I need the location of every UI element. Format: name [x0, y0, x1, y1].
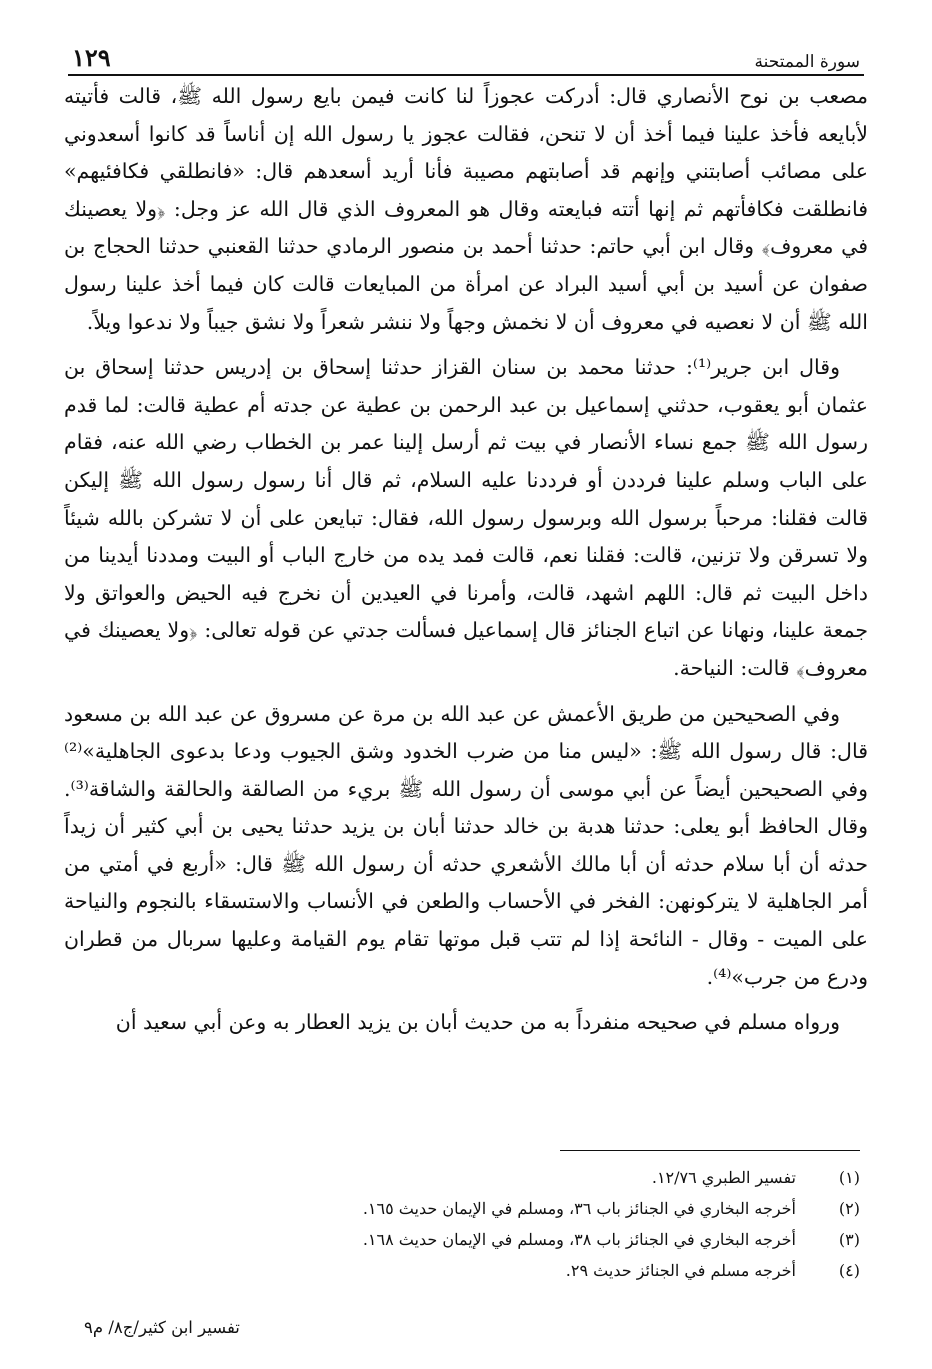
footnote-text: تفسير الطبري ١٢/٧٦.	[651, 1168, 796, 1187]
footnote-divider	[560, 1150, 860, 1151]
paragraph-2: وقال ابن جرير⁽¹⁾: حدثنا محمد بن سنان القزاز حدثنا إسحاق بن إدريس حدثنا إسحاق بن عثمان أبو يعقوب، حدثني إسماعيل بن عبد الرحمن بن عطية عن جدته أم عطية قالت: لما قدم رسول الله ﷺ جمع نساء الأنصار في بيت ثم أرسل إلينا عمر بن الخطاب رضي الله عنه، فقام على الباب وسلم علينا فرددن أو فرددنا عليه السلام، ثم قال أنا رسول رسول الله ﷺ إليكن قالت فقلنا: مرحباً برسول الله وبرسول رسول الله، فقال: تبايعن على أن لا تشركن بالله شيئاً ولا تسرقن ولا تزنين، قالت: فقلنا نعم، قالت فمد يده من خارج الباب أو البيت ومددنا أيدينا من داخل البيت ثم قال: اللهم اشهد، قالت، وأمرنا في العيدين أن نخرج فيه الحيض والعواتق ولا جمعة علينا، ونهانا عن اتباع الجنائز قال إسماعيل فسألت جدتي عن قوله تعالى: ﴿ولا يعصينك في معروف﴾ قالت: النياحة.	[64, 355, 868, 680]
surah-title: سورة الممتحنة	[754, 52, 860, 72]
footnote-text: أخرجه البخاري في الجنائز باب ٣٨، ومسلم في الإيمان حديث ١٦٨.	[362, 1230, 796, 1249]
main-text	[64, 78, 868, 1050]
footnote-number: (١)	[838, 1168, 860, 1187]
footnote-number: (٣)	[838, 1230, 860, 1249]
header-divider	[68, 74, 864, 76]
footnote-number: (٤)	[838, 1261, 860, 1280]
signature-mark: تفسير ابن كثير/ج٨/ م٩	[84, 1318, 240, 1337]
paragraph-4: ورواه مسلم في صحيحه منفرداً به من حديث أبان بن يزيد العطار به وعن أبي سعيد أن	[115, 1010, 840, 1035]
footnote-3	[72, 1224, 860, 1255]
footnotes	[72, 1162, 860, 1286]
footnote-text: أخرجه مسلم في الجنائز حديث ٢٩.	[565, 1261, 796, 1280]
page-number: ١٢٩	[72, 43, 111, 72]
paragraph-3: وفي الصحيحين من طريق الأعمش عن عبد الله بن مرة عن مسروق عن عبد الله بن مسعود قال: قال رسول الله ﷺ: «ليس منا من ضرب الخدود وشق الجيوب ودعا بدعوى الجاهلية»⁽²⁾ وفي الصحيحين أيضاً عن أبي موسى أن رسول الله ﷺ بريء من الصالقة والحالقة والشاقة⁽³⁾. وقال الحافظ أبو يعلى: حدثنا هدبة بن خالد حدثنا أبان بن يزيد حدثنا يحيى بن أبي كثير أن زيداً حدثه أن أبا سلام حدثه أن أبا مالك الأشعري حدثه أن رسول الله ﷺ قال: «أربع في أمتي من أمر الجاهلية لا يتركونهن: الفخر في الأحساب والطعن في الأنساب والاستسقاء بالنجوم والنياحة على الميت - وقال - النائحة إذا لم تتب قبل موتها تقام يوم القيامة وعليها سربال من قطران ودرع من جرب»⁽⁴⁾.	[64, 701, 868, 989]
page-header	[72, 32, 860, 72]
footnote-number: (٢)	[838, 1199, 860, 1218]
paragraph-1: مصعب بن نوح الأنصاري قال: أدركت عجوزاً لنا كانت فيمن بايع رسول الله ﷺ، قالت فأتيته لأبايعه فأخذ علينا فيما أخذ أن لا تنحن، فقالت عجوز يا رسول الله إن أناساً قد كانوا أسعدوني على مصائب أصابتني وإنهم قد أصابتهم مصيبة فأنا أريد أسعدهم قال: «فانطلقي فكافئيهم» فانطلقت فكافأتهم ثم إنها أتته فبايعته وقال هو المعروف الذي قال الله عز وجل: ﴿ولا يعصينك في معروف﴾ وقال ابن أبي حاتم: حدثنا أحمد بن منصور الرمادي حدثنا القعنبي حدثنا الحجاج بن صفوان عن أسيد بن أبي أسيد البراد عن امرأة من المبايعات قالت كان فيما أخذ علينا رسول الله ﷺ أن لا نعصيه في معروف أن لا نخمش وجهاً ولا ننشر شعراً ولا نشق جيباً ولا ندعوا ويلاً.	[64, 84, 868, 334]
footnote-2	[72, 1193, 860, 1224]
footnote-4	[72, 1255, 860, 1286]
footnote-text: أخرجه البخاري في الجنائز باب ٣٦، ومسلم في الإيمان حديث ١٦٥.	[362, 1199, 796, 1218]
footnote-1	[72, 1162, 860, 1193]
